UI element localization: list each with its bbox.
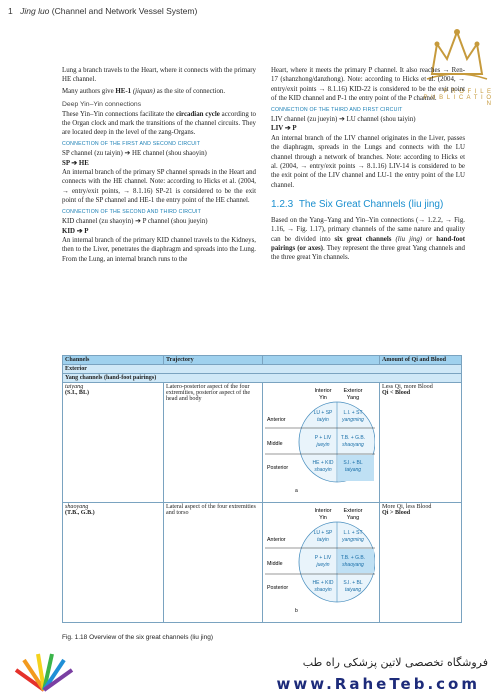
channel-cell: taiyang (S.I., BL) [63, 383, 164, 503]
connection-line: SP channel (zu taiyin) ➔ HE channel (shou shaoyin) [62, 150, 207, 158]
table-row [63, 383, 462, 503]
footer-banner [0, 642, 500, 700]
svg-text:Interior: Interior [314, 388, 332, 394]
svg-text:Posterior: Posterior [267, 585, 289, 591]
svg-text:T.B. + G.B.: T.B. + G.B. [340, 435, 366, 441]
svg-text:Anterior: Anterior [267, 537, 286, 543]
header-title-italic: Jing luo [20, 6, 50, 16]
svg-text:taiyang: taiyang [344, 467, 362, 473]
svg-text:jueyin: jueyin [316, 562, 330, 568]
diagram-cell [263, 383, 380, 503]
svg-text:shaoyang: shaoyang [342, 442, 364, 448]
svg-text:Exterior: Exterior [343, 508, 363, 514]
amount-cell: More Qi, less Blood Qi > Blood [380, 503, 462, 623]
connection-line: LIV channel (zu jueyin) ➔ LU channel (shou taiyin) [271, 116, 416, 124]
table-row [63, 503, 462, 623]
section-title: 1.2.3 The Six Great Channels (liu jing) [271, 199, 444, 211]
right-column [271, 66, 465, 265]
svg-text:LU + SP: LU + SP [313, 410, 333, 416]
svg-text:P + LIV: P + LIV [314, 555, 332, 561]
connection-heading: CONNECTION OF THE THIRD AND FIRST CIRCUIT [271, 106, 403, 113]
amount-cell: Less Qi, more Blood Qi < Blood [380, 383, 462, 503]
svg-text:Posterior: Posterior [267, 465, 289, 471]
svg-text:shaoyin: shaoyin [314, 587, 332, 593]
connection-line: KID channel (zu shaoyin) ➔ P channel (shou jueyin) [62, 218, 208, 226]
page-number: 1 [8, 6, 13, 16]
connection-heading: CONNECTION OF THE SECOND AND THIRD CIRCUIT [62, 208, 202, 215]
axis-diagram-a [265, 384, 375, 496]
paragraph: An internal branch of the primary KID channel travels to the Kidneys, then to the Liver, penetrates the diaphragm and spreads into the Lung. From the Lung, an internal branch runs to the [62, 236, 256, 263]
logo-line2: P U B L I C A T I O N [423, 95, 492, 107]
trajectory-cell: Lateral aspect of the four extremities and torso [164, 503, 263, 623]
channel-cell: shaoyang (T.B., G.B.) [63, 503, 164, 623]
svg-text:Interior: Interior [314, 508, 332, 514]
figure-caption: Fig. 1.18 Overview of the six great channels (liu jing) [62, 634, 214, 641]
paragraph: Heart, where it meets the primary P channel. It also reaches → Ren-17 (shanzhong/danzhong). Note: according to Hicks et al. (2004, → entry/exit points → 8.1.16) KID-22 is considered to be the exit point of the KID channel and P-1 the entry point of the P channel. [271, 67, 465, 103]
paragraph: An internal branch of the LIV channel originates in the Liver, passes the diaphragm, spreads in the Lungs and connects with the LU channel through a network of branches. Note: according to Hicks et al. (2004, → entry/exit points → 8.1.16) LIV-14 is considered to be the exit point of the LIV channel and LU-1 the entry point of the LU channel. [271, 134, 465, 189]
paragraph: Many authors give HE-1 (jiquan) as the site of connection. [62, 87, 226, 95]
svg-text:S.I. + BL: S.I. + BL [343, 580, 363, 586]
axis-diagram-b [265, 504, 375, 616]
svg-text:P + LIV: P + LIV [314, 435, 332, 441]
svg-text:Yang: Yang [346, 395, 360, 401]
svg-text:Yin: Yin [319, 515, 327, 521]
svg-text:Middle: Middle [267, 441, 283, 447]
col-header-channels: Channels [63, 356, 164, 365]
header-title: (Channel and Network Vessel System) [51, 6, 198, 16]
svg-text:yangming: yangming [342, 417, 364, 423]
paragraph: These Yin–Yin connections facilitate the circadian cycle according to the Organ clock and mark the transitions of the channel circuits. They are located deep in the level of the zang-Organs. [62, 110, 256, 137]
svg-text:S.I. + BL: S.I. + BL [343, 460, 363, 466]
left-column [62, 66, 256, 266]
store-name: فروشگاه تخصصی لاتین پزشکی راه طب [302, 656, 488, 669]
logo-line1: P R O F I L E [443, 89, 492, 95]
store-url[interactable]: www.RaheTeb.com [276, 675, 480, 693]
diagram-cell [263, 503, 380, 623]
running-header [8, 6, 197, 16]
col-header-amount: Amount of Qi and Blood [380, 356, 462, 365]
svg-text:HE + KID: HE + KID [312, 580, 334, 586]
svg-text:taiyin: taiyin [317, 417, 329, 423]
band-exterior: Exterior [63, 365, 462, 374]
fan-logo-icon [14, 652, 74, 692]
svg-text:L.I. + ST: L.I. + ST [343, 530, 363, 536]
svg-text:b: b [295, 608, 298, 614]
svg-text:a: a [295, 488, 298, 494]
svg-text:taiyin: taiyin [317, 537, 329, 543]
svg-text:LU + SP: LU + SP [313, 530, 333, 536]
svg-text:HE + KID: HE + KID [312, 460, 334, 466]
svg-text:Yin: Yin [319, 395, 327, 401]
subheading: Deep Yin–Yin connections [62, 101, 142, 109]
col-header-diagram [263, 356, 380, 365]
svg-text:taiyang: taiyang [344, 587, 362, 593]
paragraph: An internal branch of the primary SP channel spreads in the Heart and connects with the HE channel. Note: according to Hicks et al. (2004, → entry/exit points, → 8.1.16) SP-21 is considered to be the exit point of the SP channel and HE-1 the entry point of the HE channel. [62, 169, 256, 205]
connection-short: LIV ➔ P [271, 125, 297, 133]
svg-text:shaoyin: shaoyin [314, 467, 332, 473]
svg-text:Middle: Middle [267, 561, 283, 567]
six-channels-table [62, 355, 462, 623]
paragraph: Based on the Yang–Yang and Yin–Yin connections (→ 1.2.2, → Fig. 1.16, → Fig. 1.17), primary channels of the same nature and quality can be divided into six great channels (liu jing) or hand-foot pairings (or axes). They represent the three great Yang channels and the three great Yin channels. [271, 216, 465, 262]
connection-short: SP ➔ HE [62, 159, 89, 167]
svg-text:Yang: Yang [346, 515, 360, 521]
svg-text:T.B. + G.B.: T.B. + G.B. [340, 555, 366, 561]
band-yang: Yang channels (hand-foot pairings) [63, 374, 462, 383]
paragraph: Lung a branch travels to the Heart, where it connects with the primary HE channel. [62, 67, 256, 84]
col-header-trajectory: Trajectory [164, 356, 263, 365]
connection-short: KID ➔ P [62, 227, 89, 235]
svg-text:jueyin: jueyin [316, 442, 330, 448]
connection-heading: CONNECTION OF THE FIRST AND SECOND CIRCUIT [62, 140, 201, 147]
svg-text:yangming: yangming [342, 537, 364, 543]
svg-text:Exterior: Exterior [343, 388, 363, 394]
svg-text:shaoyang: shaoyang [342, 562, 364, 568]
trajectory-cell: Latero-posterior aspect of the four extremities, posterior aspect of the head and body [164, 383, 263, 503]
svg-text:Anterior: Anterior [267, 417, 286, 423]
svg-text:L.I. + ST: L.I. + ST [343, 410, 363, 416]
